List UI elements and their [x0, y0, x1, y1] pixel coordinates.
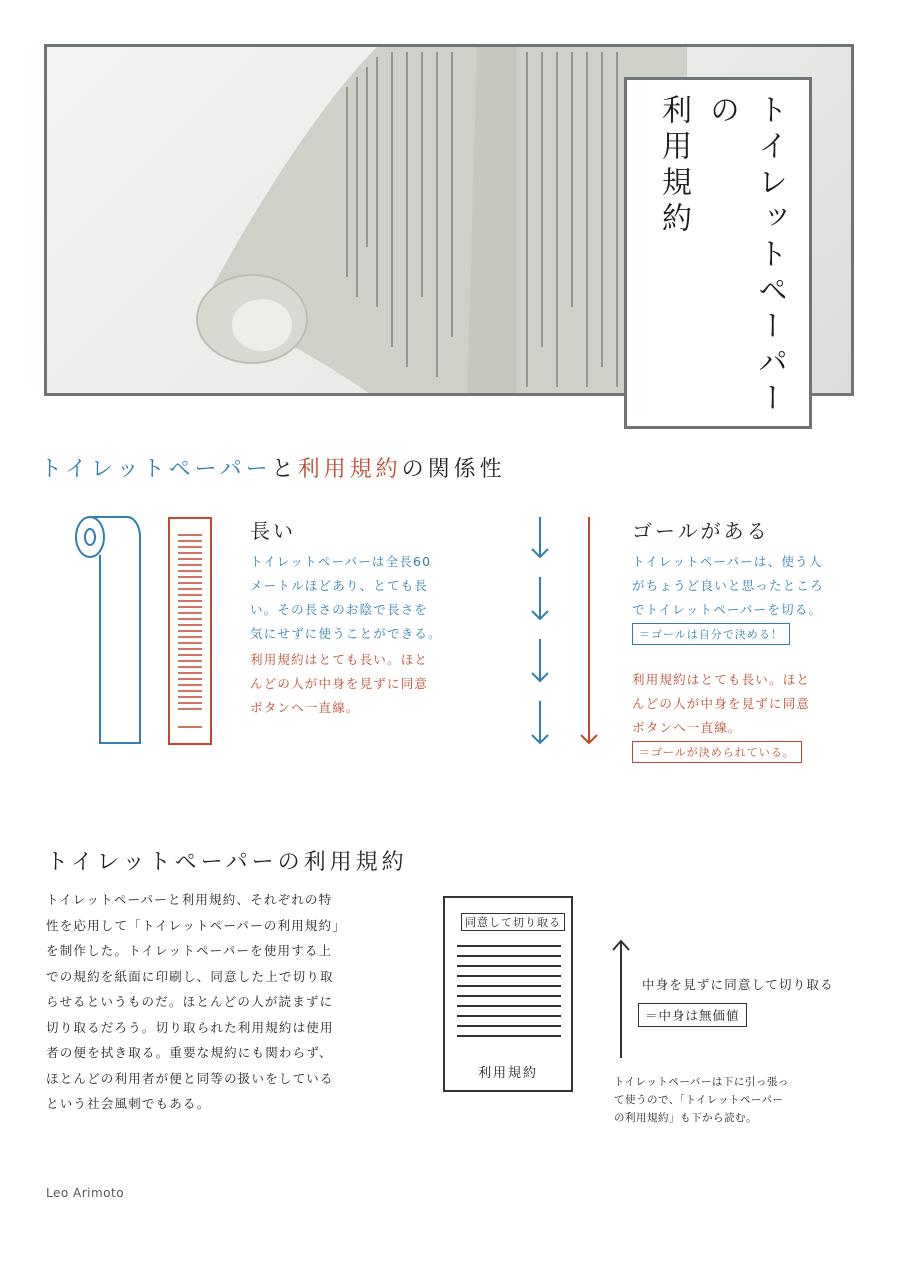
text-line: 切り取るだろう。切り取られた利用規約は使用 — [46, 1019, 334, 1035]
title-line-3: 利用規約 — [656, 94, 691, 238]
text-line: メートルほどあり、とても長 — [250, 578, 429, 593]
text-line: 者の便を拭き取る。重要な規約にも関わらず、 — [46, 1045, 333, 1060]
value-tag: ＝中身は無価値 — [638, 1003, 747, 1027]
text-line: んどの人が中身を見ずに同意 — [632, 696, 811, 711]
title-line-2: の — [704, 94, 739, 130]
agree-and-cut-button: 同意して切り取る — [461, 913, 565, 931]
arrow-caption: 中身を見ずに同意して切り取る — [642, 977, 834, 992]
goal-red-tag: ＝ゴールが決められている。 — [632, 741, 802, 763]
terms-document-illustration — [443, 896, 573, 1092]
arrows-graphic — [525, 515, 605, 747]
goal-blue-text — [632, 550, 824, 622]
title-line-1: トイレットペーパー — [752, 94, 787, 418]
text-line: んどの人が中身を見ずに同意 — [250, 676, 429, 691]
text-line: トイレットペーパーと利用規約、それぞれの特 — [46, 892, 333, 907]
terms-body — [46, 887, 346, 1117]
heading-relation: の関係性 — [401, 457, 506, 482]
text-line: らせるというものだ。ほとんどの人が読まずに — [46, 994, 334, 1009]
text-line: での規約を紙面に印刷し、同意した上で切り取 — [46, 968, 334, 984]
text-line: い。その長さのお陰で長さを — [250, 602, 429, 617]
author-credit: Leo Arimoto — [46, 1186, 125, 1200]
text-line: 性を応用して「トイレットペーパーの利用規約」 — [46, 917, 347, 933]
terms-document-icon — [168, 517, 214, 747]
relation-heading — [40, 452, 506, 483]
text-line: 利用規約はとても長い。ほと — [250, 652, 429, 667]
text-line: 利用規約はとても長い。ほと — [632, 672, 811, 687]
text-line: という社会風刺でもある。 — [46, 1096, 211, 1111]
heading-toilet-paper: トイレットペーパー — [40, 457, 272, 482]
long-red-text — [250, 648, 428, 720]
heading-and: と — [271, 457, 298, 482]
document-label: 利用規約 — [477, 1066, 538, 1081]
long-blue-text — [250, 550, 442, 646]
toilet-roll-icon — [72, 515, 147, 747]
text-line: トイレットペーパーは、使う人 — [632, 554, 823, 569]
up-arrow-icon — [610, 938, 632, 1060]
text-line: ほとんどの利用者が便と同等の扱いをしている — [46, 1070, 334, 1086]
heading-terms: 利用規約 — [297, 457, 402, 482]
text-line: ボタンへ一直線。 — [250, 700, 360, 715]
red-arrow — [581, 517, 597, 743]
blue-arrows — [532, 517, 548, 743]
text-lines-graphic — [457, 942, 561, 1042]
text-line: トイレットペーパーは全長60 — [250, 554, 432, 569]
long-title: 長い — [250, 519, 296, 543]
reading-note — [614, 1073, 789, 1127]
goal-red-text — [632, 668, 810, 740]
text-line: て使うので、「トイレットペーパー — [614, 1094, 784, 1106]
text-line: がちょうど良いと思ったところ — [632, 578, 824, 593]
terms-heading: トイレットペーパーの利用規約 — [46, 850, 408, 875]
text-line: ボタンへ一直線。 — [632, 720, 742, 735]
text-line: の利用規約」も下から読む。 — [614, 1112, 757, 1124]
text-line: 気にせずに使うことができる。 — [250, 626, 442, 641]
text-line: でトイレットペーパーを切る。 — [632, 602, 823, 617]
title-box — [624, 77, 812, 429]
goal-title: ゴールがある — [632, 519, 770, 543]
text-line: を制作した。トイレットペーパーを使用する上 — [46, 943, 333, 958]
text-line: トイレットペーパーは下に引っ張っ — [614, 1076, 789, 1088]
goal-blue-tag: ＝ゴールは自分で決める！ — [632, 623, 790, 645]
